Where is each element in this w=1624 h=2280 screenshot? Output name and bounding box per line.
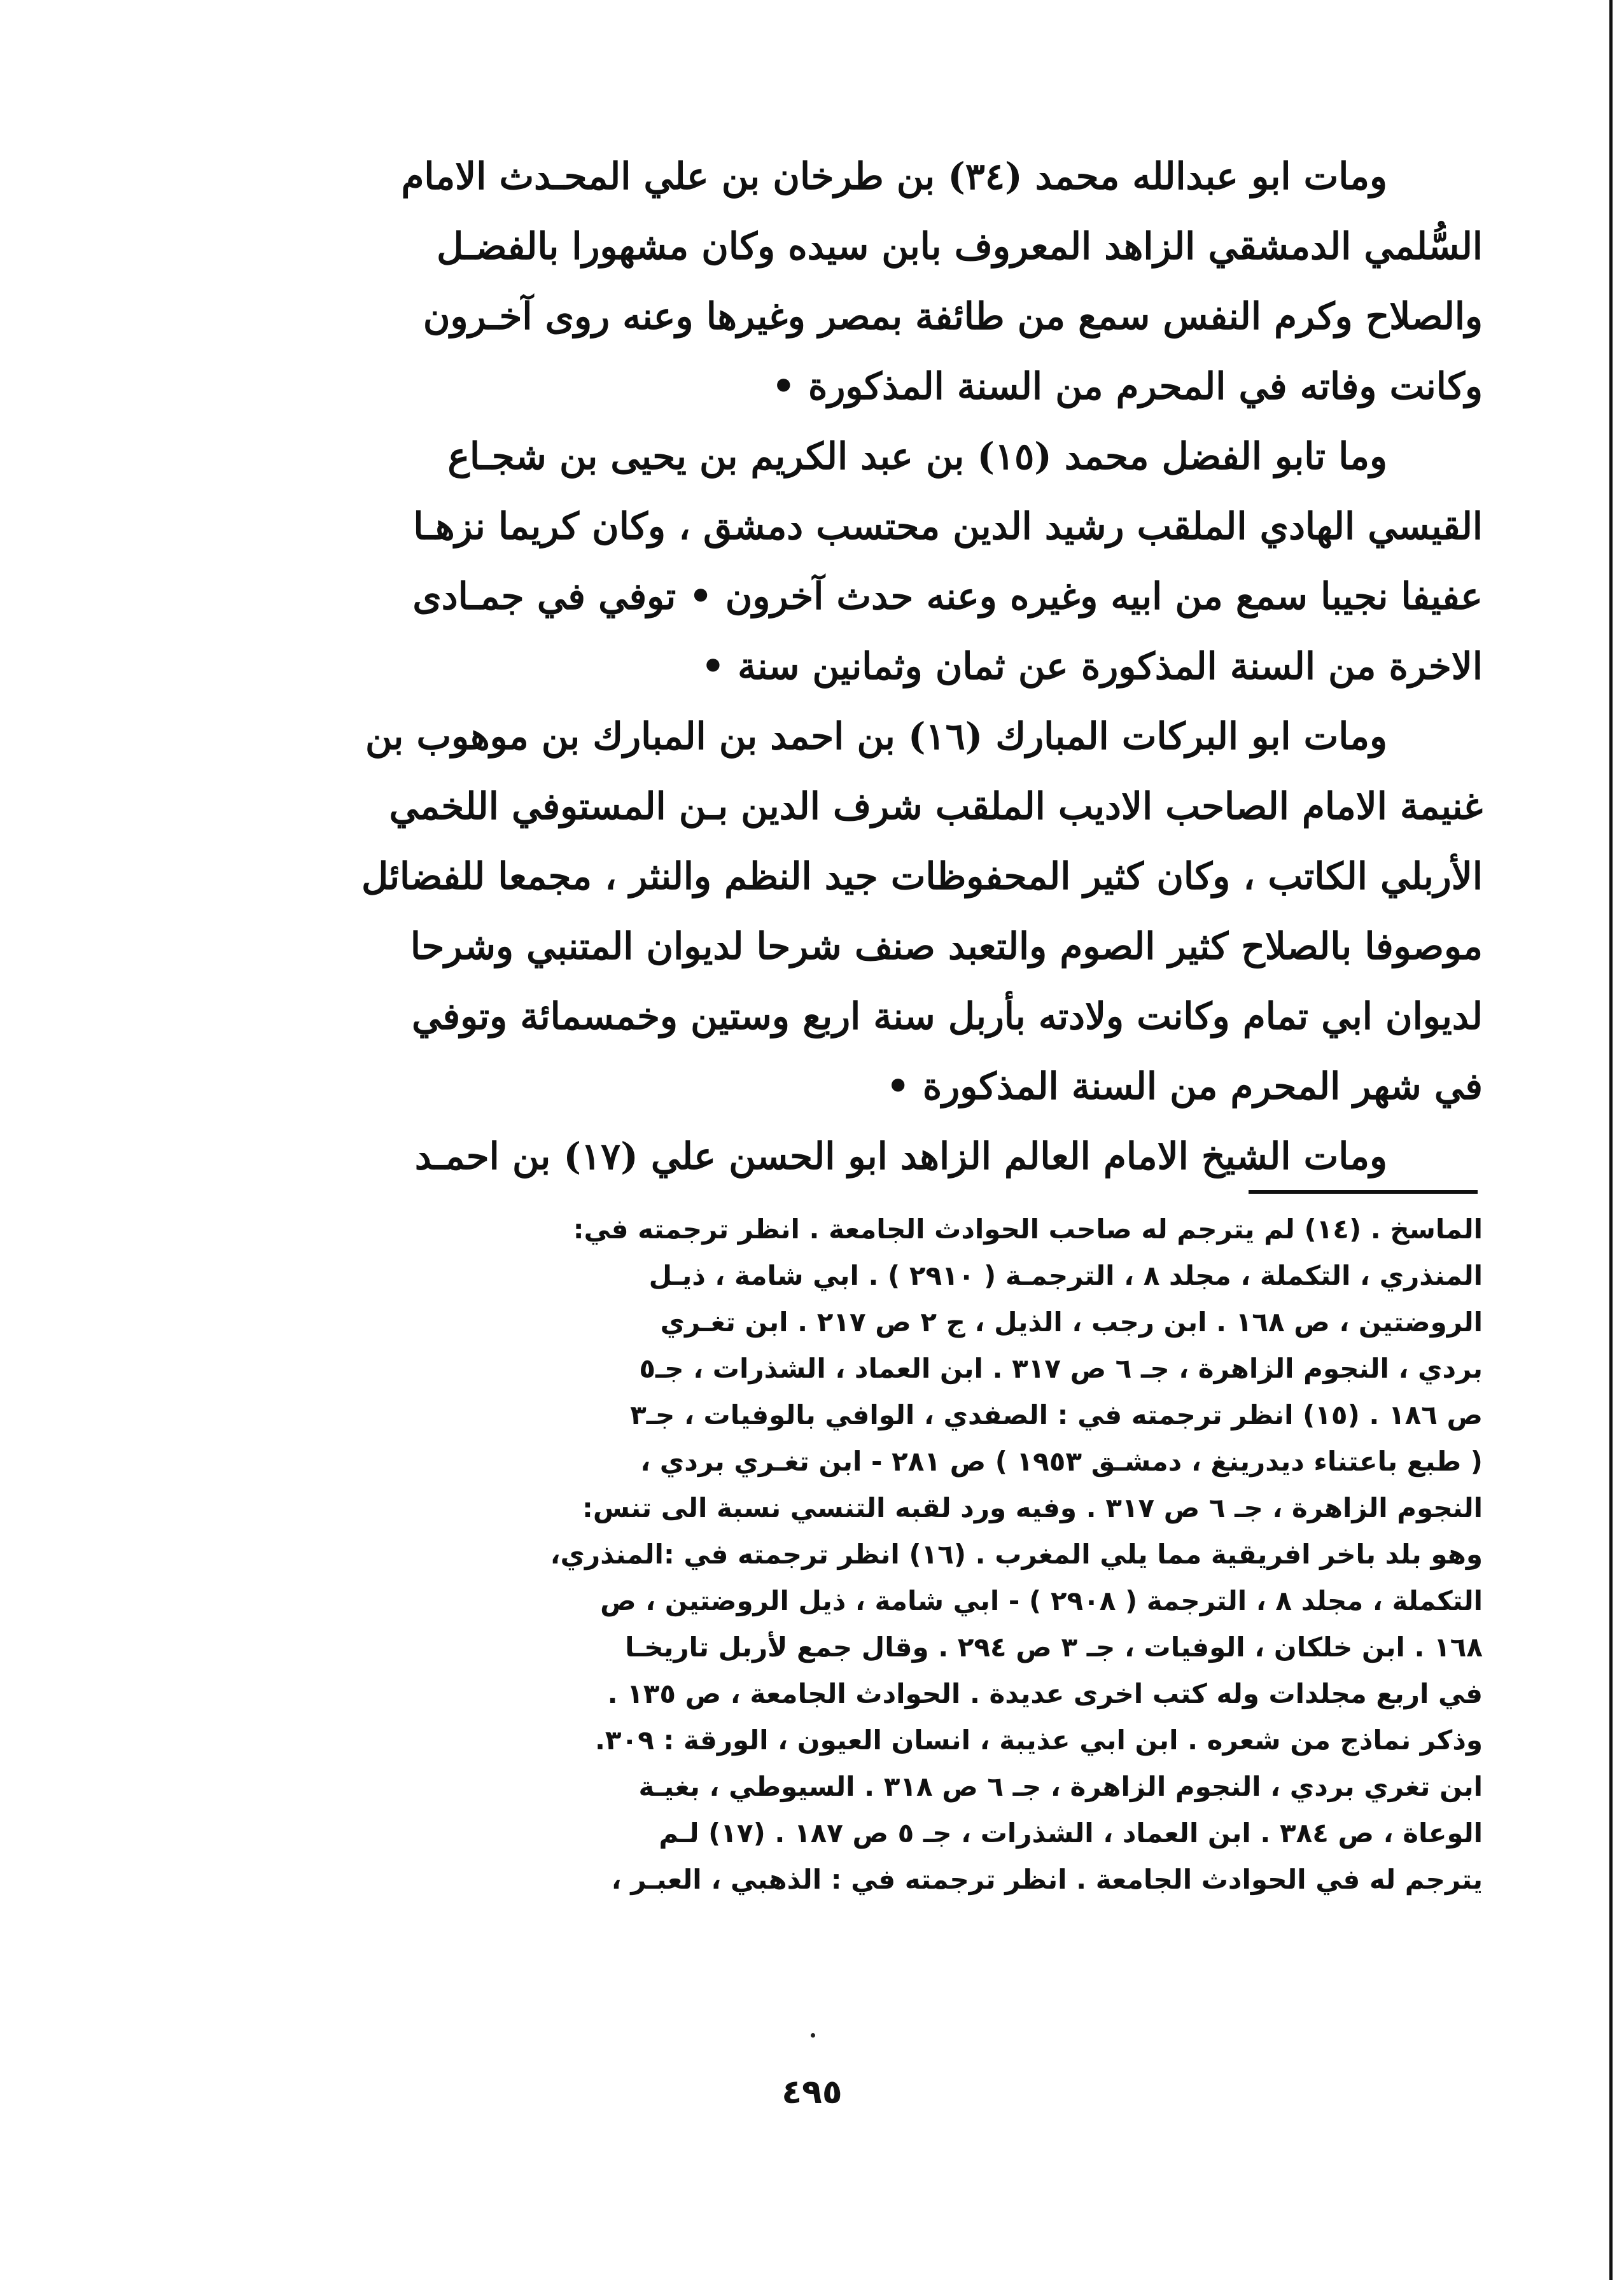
footnote-divider [1249, 1190, 1478, 1194]
footnote-line: النجوم الزاهرة ، جـ ٦ ص ٣١٧ . وفيه ورد لقبه التنسي نسبة الى تنس: [582, 1492, 1483, 1523]
main-text-line: القيسي الهادي الملقب رشيد الدين محتسب دمشق ، وكان كريما نزهـا [413, 505, 1483, 548]
page-number: ٤٩٥ [781, 2073, 843, 2111]
footnote-line: المنذري ، التكملة ، مجلد ٨ ، الترجمـة ( ٢٩١٠ ) . ابي شامة ، ذيـل [648, 1260, 1483, 1291]
main-text-line: الاخرة من السنة المذكورة عن ثمان وثمانين سنة • [701, 645, 1483, 688]
main-text-line: والصلاح وكرم النفس سمع من طائفة بمصر وغيرها وعنه روى آخـرون [423, 295, 1483, 338]
footnote-line: ص ١٨٦ . (١٥) انظر ترجمته في : الصفدي ، الوافي بالوفيات ، جـ٣ [630, 1399, 1483, 1430]
footnote-line: الروضتين ، ص ١٦٨ . ابن رجب ، الذيل ، ج ٢ ص ٢١٧ . ابن تغـري [660, 1306, 1483, 1338]
main-text-line: ومات ابو عبدالله محمد (٣٤) بن طرخان بن علي المحـدث الامام [401, 155, 1387, 198]
footnote-line: ( طبع باعتناء ديدرينغ ، دمشـق ١٩٥٣ ) ص ٢٨١ - ابن تغـري بردي ، [640, 1446, 1483, 1477]
footnote-line: وهو بلد باخر افريقية مما يلي المغرب . (١٦) انظر ترجمته في :المنذري، [550, 1539, 1483, 1570]
main-text-line: عفيفا نجيبا سمع من ابيه وغيره وعنه حدث آخرون • توفي في جمـادى [412, 575, 1483, 618]
main-text-line: ومات الشيخ الامام العالم الزاهد ابو الحسن علي (١٧) بن احمـد [414, 1135, 1387, 1178]
footnote-line: الوعاة ، ص ٣٨٤ . ابن العماد ، الشذرات ، جـ ٥ ص ١٨٧ . (١٧) لـم [659, 1817, 1483, 1849]
footnote-line: يترجم له في الحوادث الجامعة . انظر ترجمته في : الذهبي ، العبـر ، [611, 1864, 1483, 1895]
footnote-line: بردي ، النجوم الزاهرة ، جـ ٦ ص ٣١٧ . ابن العماد ، الشذرات ، جـ٥ [639, 1353, 1483, 1384]
main-text-line: وكانت وفاته في المحرم من السنة المذكورة • [771, 365, 1483, 408]
main-text-block [318, 141, 1483, 1191]
main-text-line: في شهر المحرم من السنة المذكورة • [886, 1065, 1483, 1108]
scan-edge-line [1609, 0, 1613, 2280]
main-text-line: الأربلي الكاتب ، وكان كثير المحفوظات جيد النظم والنثر ، مجمعا للفضائل [361, 855, 1483, 898]
footnote-line: ابن تغري بردي ، النجوم الزاهرة ، جـ ٦ ص ٣١٨ . السيوطي ، بغيـة [638, 1771, 1483, 1802]
main-text-line: موصوفا بالصلاح كثير الصوم والتعبد صنف شرحا لديوان المتنبي وشرحا [410, 925, 1483, 968]
footnotes-block [318, 1206, 1483, 1903]
footnote-line: الماسخ . (١٤) لم يترجم له صاحب الحوادث الجامعة . انظر ترجمته في: [573, 1213, 1483, 1245]
footnote-line: في اربع مجلدات وله كتب اخرى عديدة . الحوادث الجامعة ، ص ١٣٥ . [607, 1678, 1483, 1709]
main-text-line: ومات ابو البركات المبارك (١٦) بن احمد بن المبارك بن موهوب بن [365, 715, 1387, 758]
main-text-line: وما تابو الفضل محمد (١٥) بن عبد الكريم بن يحيى بن شجـاع [447, 435, 1387, 478]
footnote-line: وذكر نماذج من شعره . ابن ابي عذيبة ، انسان العيون ، الورقة : ٣٠٩. [594, 1724, 1483, 1756]
stray-dot [811, 2033, 815, 2038]
main-text-line: غنيمة الامام الصاحب الاديب الملقب شرف الدين بـن المستوفي اللخمي [389, 785, 1483, 828]
footnote-line: ١٦٨ . ابن خلكان ، الوفيات ، جـ ٣ ص ٢٩٤ . وقال جمع لأربل تاريخـا [625, 1632, 1483, 1663]
main-text-line: لديوان ابي تمام وكانت ولادته بأربل سنة اربع وستين وخمسمائة وتوفي [412, 995, 1483, 1038]
footnote-line: التكملة ، مجلد ٨ ، الترجمة ( ٢٩٠٨ ) - ابي شامة ، ذيل الروضتين ، ص [600, 1585, 1483, 1616]
main-text-line: السُّلمي الدمشقي الزاهد المعروف بابن سيده وكان مشهورا بالفضـل [437, 225, 1483, 268]
